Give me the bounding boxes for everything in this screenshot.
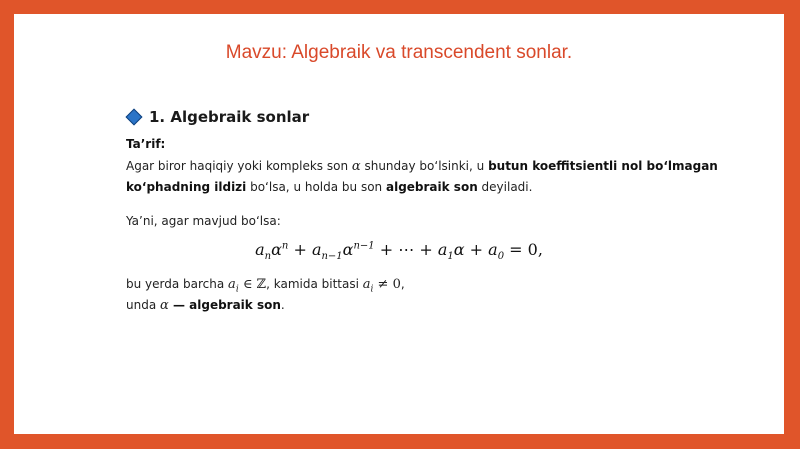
definition-line-2 (126, 180, 532, 194)
condition-line (126, 277, 405, 294)
superscript: n−1 (353, 240, 375, 252)
coef: a (228, 277, 236, 292)
condition-text: , kamida bittasi (266, 277, 363, 291)
superscript: n (281, 240, 289, 252)
conclusion-text: unda (126, 298, 160, 312)
blue-diamond-icon (126, 109, 143, 126)
polynomial-formula (14, 240, 784, 262)
definition-text: Agar biror haqiqiy yoki kompleks son (126, 159, 352, 173)
subscript: i (370, 284, 374, 295)
not-equal-zero: ≠ 0 (373, 277, 401, 292)
condition-text: bu yerda barcha (126, 277, 229, 291)
subscript: n (264, 251, 272, 263)
coef: a (362, 277, 371, 292)
yani-line: Ya’ni, agar mavjud bo‘lsa: (126, 214, 281, 228)
definition-bold-text: butun koeffitsientli nol bo‘lmagan (488, 159, 718, 173)
definition-bold-text: algebraik son (385, 180, 478, 194)
alpha-symbol: α (160, 298, 169, 313)
coef: a (311, 240, 322, 259)
alpha: α (453, 240, 465, 259)
operator: + ⋯ + (374, 240, 438, 259)
conclusion-bold-text: — algebraik son (168, 298, 281, 312)
conclusion-text: . (280, 298, 285, 312)
definition-text: deyiladi. (477, 180, 533, 194)
conclusion-line (126, 298, 285, 313)
definition-label-text: Ta’rif: (126, 137, 166, 151)
definition-text: shunday bo‘lsinki, u (360, 159, 489, 173)
coef: a (255, 240, 265, 259)
coef: a (488, 240, 498, 259)
operator: + (288, 240, 312, 259)
alpha: α (271, 240, 282, 259)
coef: a (437, 240, 448, 259)
operator: = 0, (504, 240, 543, 259)
in-integers: ∈ ℤ (238, 277, 267, 292)
subscript: 0 (497, 251, 505, 263)
slide-title: Mavzu: Algebraik va transcendent sonlar. (225, 42, 573, 63)
subscript: i (235, 284, 239, 295)
alpha-symbol: α (351, 159, 361, 174)
operator: + (464, 240, 489, 259)
definition-bold-text: ko‘phadning ildizi (126, 180, 247, 194)
alpha: α (342, 240, 354, 259)
section-heading (126, 108, 309, 126)
condition-text: , (400, 277, 405, 291)
definition-line-1 (126, 159, 718, 174)
definition-text: bo‘lsa, u holda bu son (246, 180, 386, 194)
slide (14, 14, 784, 434)
subscript: n−1 (321, 251, 343, 263)
section-title: 1. Algebraik sonlar (149, 108, 310, 126)
subscript: 1 (447, 251, 454, 263)
definition-label (126, 137, 165, 151)
